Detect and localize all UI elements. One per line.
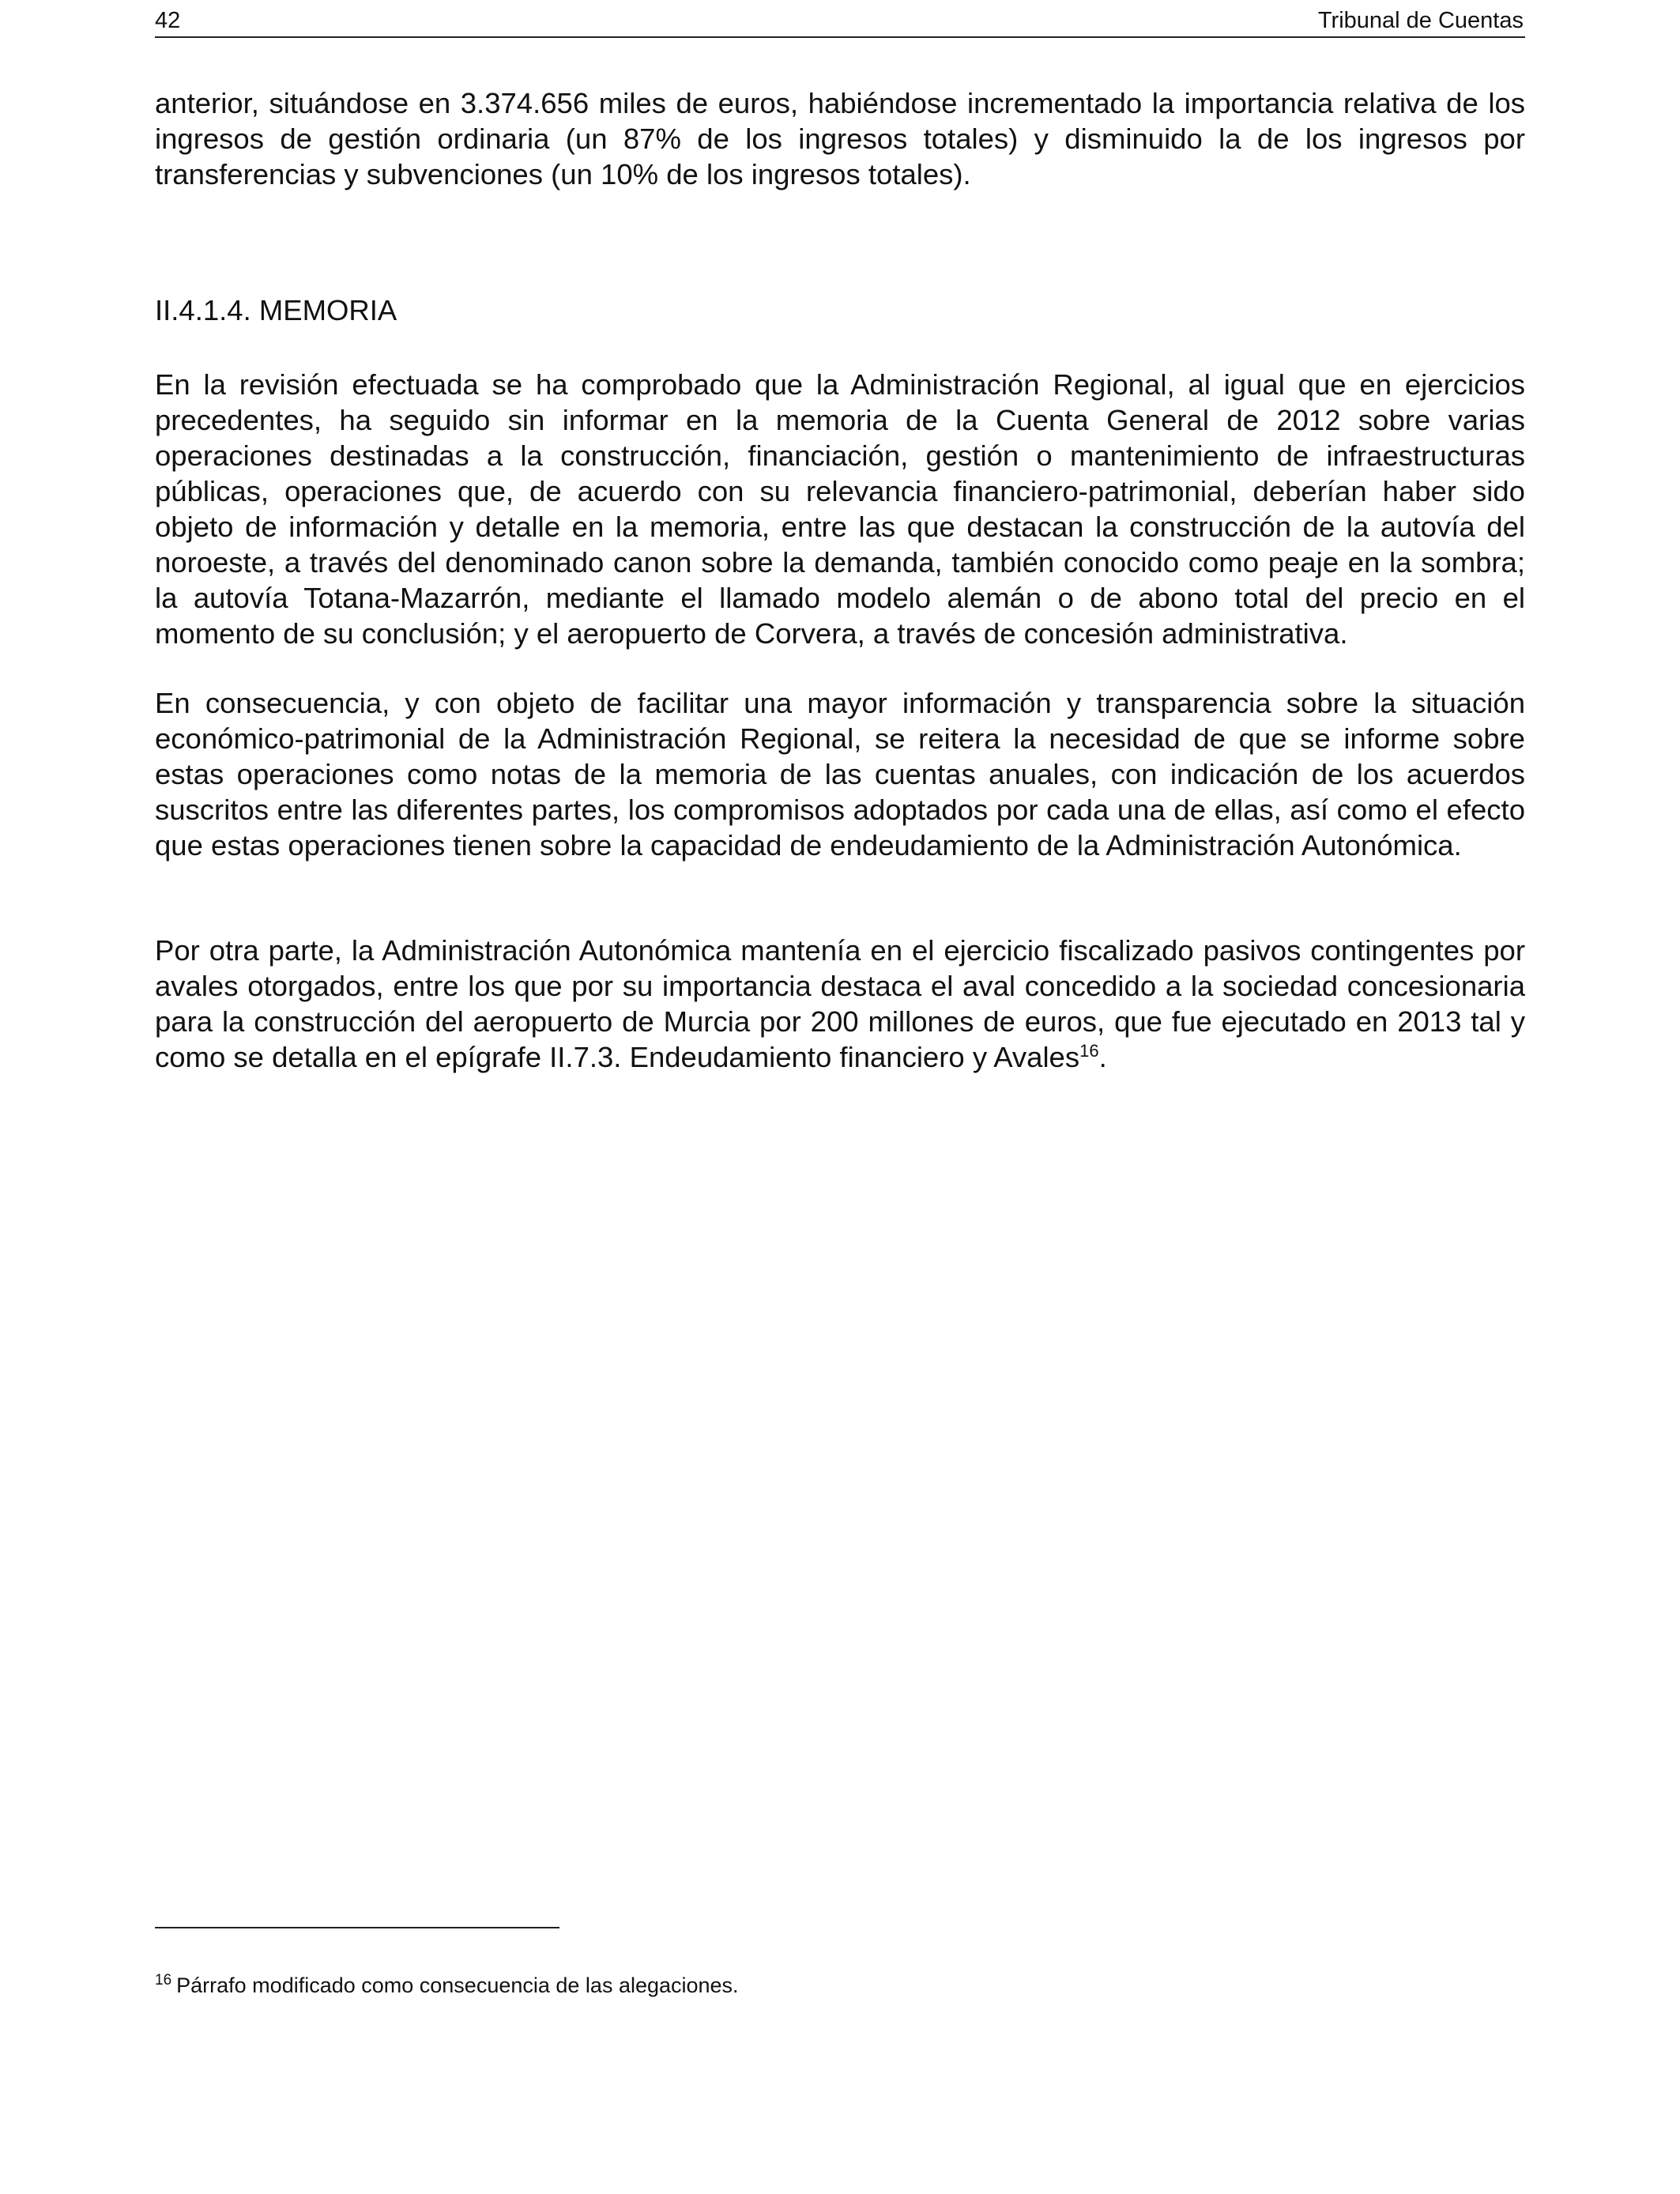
paragraph-end: .	[1098, 1041, 1107, 1073]
section-heading: II.4.1.4. MEMORIA	[155, 294, 397, 326]
footnote-text: Párrafo modificado como consecuencia de las alegaciones.	[176, 1973, 739, 1997]
footnote-number: 16	[155, 1972, 172, 1989]
paragraph-consequence: En consecuencia, y con objeto de facilitar una mayor información y transparencia sobre la situación económico-patrimonial de la Administración Regional, se reitera la necesidad de que se informe sobre estas operaciones como notas de la memoria de las cuentas anuales, con indicación de los acuerdos suscritos entre las diferentes partes, los compromisos adoptados por cada una de ellas, así como el efecto que estas operaciones tienen sobre la capacidad de endeudamiento de la Administración Autonómica.	[155, 687, 1525, 861]
footnote	[155, 1971, 1525, 2000]
paragraph-memoria-review: En la revisión efectuada se ha comprobado que la Administración Regional, al igual que en ejercicios precedentes, ha seguido sin informar en la memoria de la Cuenta General de 2012 sobre varias operaciones destinadas a la construcción, financiación, gestión o mantenimiento de infraestructuras públicas, operaciones que, de acuerdo con su relevancia financiero-patrimonial, deberían haber sido objeto de información y detalle en la memoria, entre las que destacan la construcción de la autovía del noroeste, a través del denominado canon sobre la demanda, también conocido como peaje en la sombra; la autovía Totana-Mazarrón, mediante el llamado modelo alemán o de abono total del precio en el momento de su conclusión; y el aeropuerto de Corvera, a través de concesión administrativa.	[155, 368, 1525, 650]
page-number: 42	[155, 8, 181, 33]
paragraph-continuation: anterior, situándose en 3.374.656 miles de euros, habiéndose incrementado la importancia relativa de los ingresos de gestión ordinaria (un 87% de los ingresos totales) y disminuido la de los ingresos por transferencias y subvenciones (un 10% de los ingresos totales).	[155, 87, 1525, 190]
page-header	[155, 6, 1525, 38]
paragraph-text: Por otra parte, la Administración Autonómica mantenía en el ejercicio fiscalizado pasivos contingentes por avales otorgados, entre los que por su importancia destaca el aval concedido a la sociedad concesionaria para la construcción del aeropuerto de Murcia por 200 millones de euros, que fue ejecutado en 2013 tal y como se detalla en el epígrafe II.7.3. Endeudamiento financiero y Avales	[155, 934, 1525, 1073]
paragraph-contingent-liabilities	[155, 933, 1525, 1075]
footnote-separator	[155, 1927, 559, 1928]
footnote-reference[interactable]: 16	[1079, 1040, 1099, 1061]
running-title: Tribunal de Cuentas	[1317, 8, 1524, 33]
